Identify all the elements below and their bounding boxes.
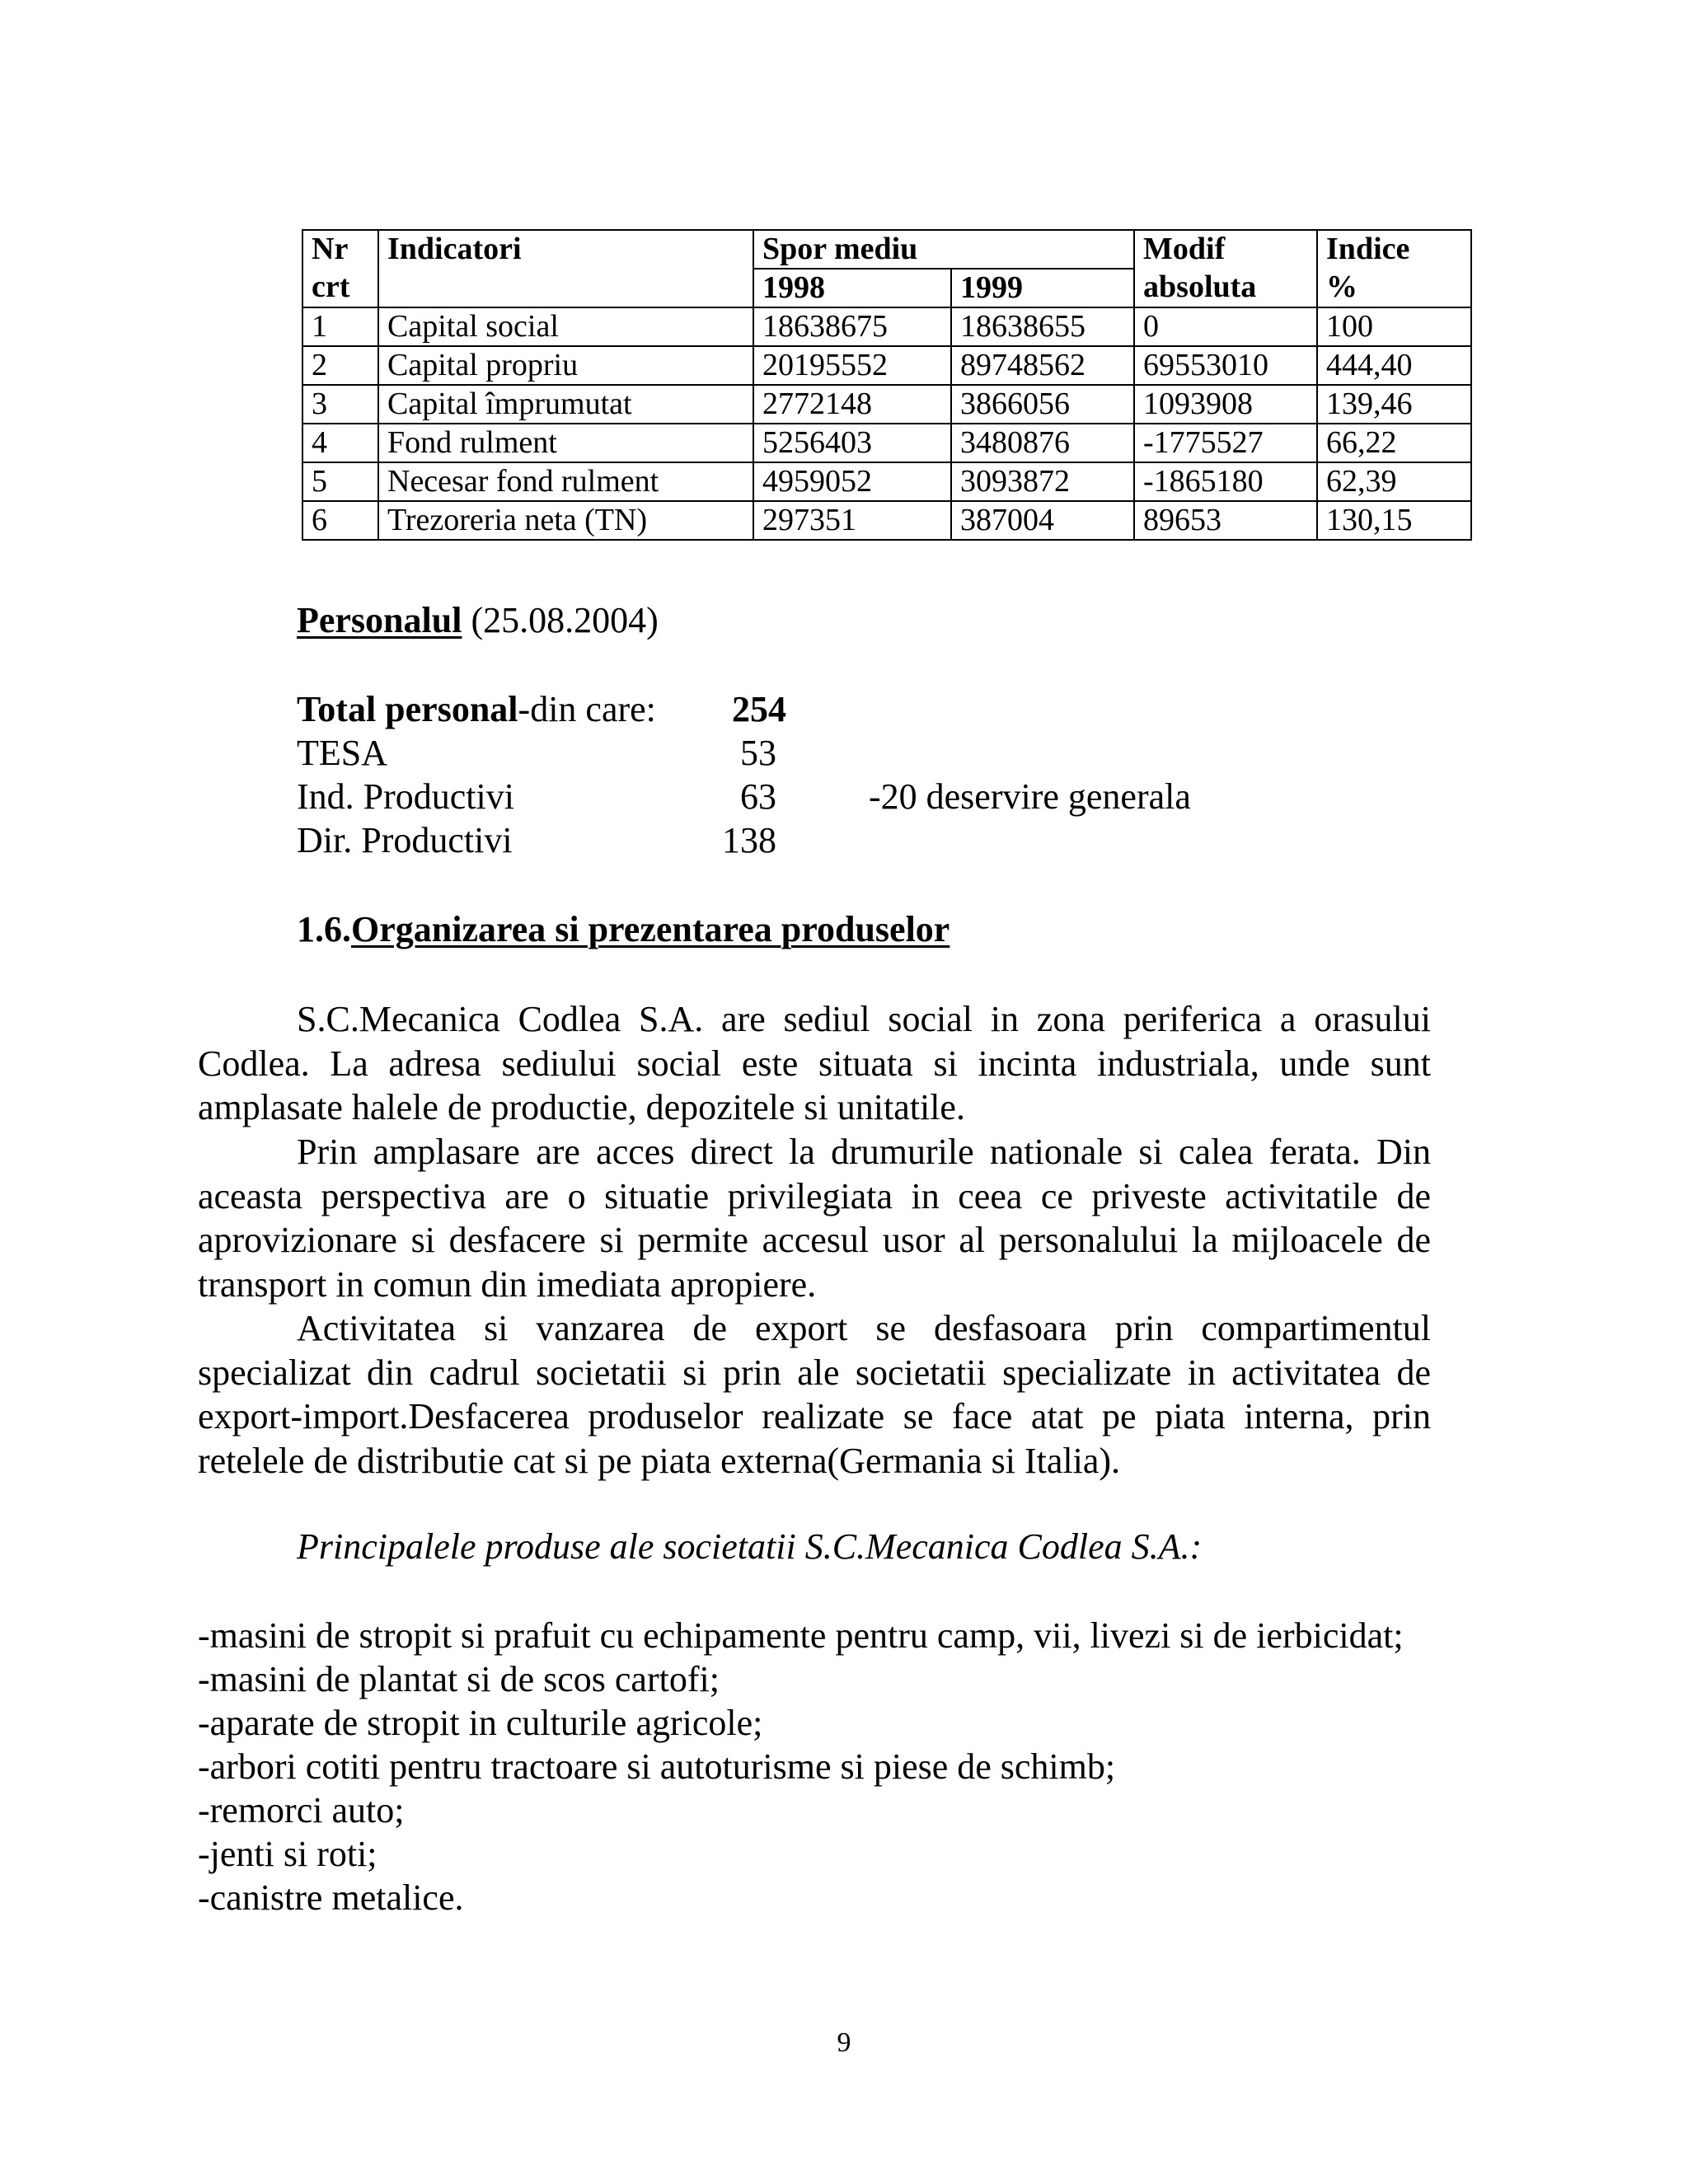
cell-1999: 387004 (951, 501, 1134, 540)
cell-modif: -1865180 (1134, 462, 1317, 501)
cell-1998: 4959052 (753, 462, 951, 501)
personal-title: Personalul (297, 600, 462, 640)
cell-1999: 3093872 (951, 462, 1134, 501)
list-item: -jenti si roti; (198, 1834, 377, 1874)
cell-1999: 3866056 (951, 385, 1134, 424)
table-row (302, 385, 1471, 424)
cell-indice: 66,22 (1317, 424, 1471, 462)
cell-indice: 139,46 (1317, 385, 1471, 424)
section-title: Organizarea si prezentarea produselor (351, 909, 950, 949)
page-number: 9 (837, 2027, 851, 2058)
paragraph-1: S.C.Mecanica Codlea S.A. are sediul social in zona periferica a orasului Codlea. La adresa sediului social este situata si incinta industriala, unde sunt amplasate halele de productie, depozitele si unitatile. (198, 999, 1431, 1127)
header-percent: % (1317, 269, 1471, 307)
list-item: -arbori cotiti pentru tractoare si autoturisme si piese de schimb; (198, 1746, 1116, 1787)
header-empty (378, 269, 753, 307)
cell-1999: 3480876 (951, 424, 1134, 462)
ind-productivi-note: -20 deservire generala (869, 776, 1191, 817)
tesa-label: TESA (297, 733, 387, 773)
cell-1999: 18638655 (951, 307, 1134, 346)
cell-1999: 89748562 (951, 346, 1134, 385)
cell-nr: 1 (302, 307, 378, 346)
header-modif: Modif (1134, 230, 1317, 269)
cell-1998: 20195552 (753, 346, 951, 385)
list-item: -aparate de stropit in culturile agricole; (198, 1703, 763, 1743)
list-item: -canistre metalice. (198, 1877, 464, 1918)
cell-modif: 69553010 (1134, 346, 1317, 385)
table-row (302, 424, 1471, 462)
cell-nr: 4 (302, 424, 378, 462)
cell-indicator: Capital social (378, 307, 753, 346)
cell-indice: 130,15 (1317, 501, 1471, 540)
table-header-row-1 (302, 230, 1471, 269)
cell-modif: 0 (1134, 307, 1317, 346)
personal-heading (297, 598, 659, 642)
header-spor-mediu: Spor mediu (753, 230, 1134, 269)
cell-indicator: Capital propriu (378, 346, 753, 385)
cell-modif: 89653 (1134, 501, 1317, 540)
products-heading: Principalele produse ale societatii S.C.Mecanica Codlea S.A.: (297, 1526, 1203, 1567)
cell-modif: -1775527 (1134, 424, 1317, 462)
cell-nr: 3 (302, 385, 378, 424)
header-nr: Nr (302, 230, 378, 269)
cell-indice: 444,40 (1317, 346, 1471, 385)
header-year-1999: 1999 (951, 269, 1134, 307)
dir-productivi-value: 138 (722, 820, 776, 860)
total-personal-value: 254 (732, 689, 786, 729)
list-item: -masini de plantat si de scos cartofi; (198, 1659, 720, 1699)
cell-indice: 62,39 (1317, 462, 1471, 501)
dir-productivi-label: Dir. Productivi (297, 820, 513, 860)
cell-1998: 18638675 (753, 307, 951, 346)
header-indice: Indice (1317, 230, 1471, 269)
header-crt: crt (302, 269, 378, 307)
cell-indicator: Capital împrumutat (378, 385, 753, 424)
cell-1998: 297351 (753, 501, 951, 540)
cell-modif: 1093908 (1134, 385, 1317, 424)
section-heading (297, 907, 950, 951)
cell-indice: 100 (1317, 307, 1471, 346)
total-personal-label: Total personal-din care: (297, 689, 656, 729)
cell-nr: 5 (302, 462, 378, 501)
ind-productivi-value: 63 (740, 776, 776, 817)
ind-productivi-label: Ind. Productivi (297, 776, 514, 817)
table-row (302, 462, 1471, 501)
list-item: -masini de stropit si prafuit cu echipamente pentru camp, vii, livezi si de ierbicidat; (198, 1615, 1404, 1656)
header-absoluta: absoluta (1134, 269, 1317, 307)
cell-1998: 2772148 (753, 385, 951, 424)
table-row (302, 501, 1471, 540)
cell-nr: 2 (302, 346, 378, 385)
tesa-value: 53 (740, 733, 776, 773)
cell-1998: 5256403 (753, 424, 951, 462)
cell-indicator: Necesar fond rulment (378, 462, 753, 501)
list-item: -remorci auto; (198, 1790, 405, 1830)
cell-indicator: Trezoreria neta (TN) (378, 501, 753, 540)
table-header-row-2 (302, 269, 1471, 307)
header-indicatori: Indicatori (378, 230, 753, 269)
cell-nr: 6 (302, 501, 378, 540)
table-row (302, 307, 1471, 346)
paragraph-2: Prin amplasare are acces direct la drumurile nationale si calea ferata. Din aceasta perspectiva are o situatie privilegiata in ceea ce priveste activitatile de aprovizionare si desfacere si permite accesul usor al personalului la mijloacele de transport in comun din imediata apropiere. (198, 1132, 1431, 1305)
header-year-1998: 1998 (753, 269, 951, 307)
section-number: 1.6. (297, 909, 351, 949)
table-row (302, 346, 1471, 385)
paragraph-3: Activitatea si vanzarea de export se desfasoara prin compartimentul specializat din cadrul societatii si prin ale societatii specializate in activitatea de export-import.Desfacerea produselor realizate se face atat pe piata interna, prin retelele de distributie cat si pe piata externa(Germania si Italia). (198, 1308, 1431, 1481)
cell-indicator: Fond rulment (378, 424, 753, 462)
indicators-table (302, 229, 1472, 541)
products-list (198, 1614, 1431, 1919)
personal-date: (25.08.2004) (471, 600, 659, 640)
